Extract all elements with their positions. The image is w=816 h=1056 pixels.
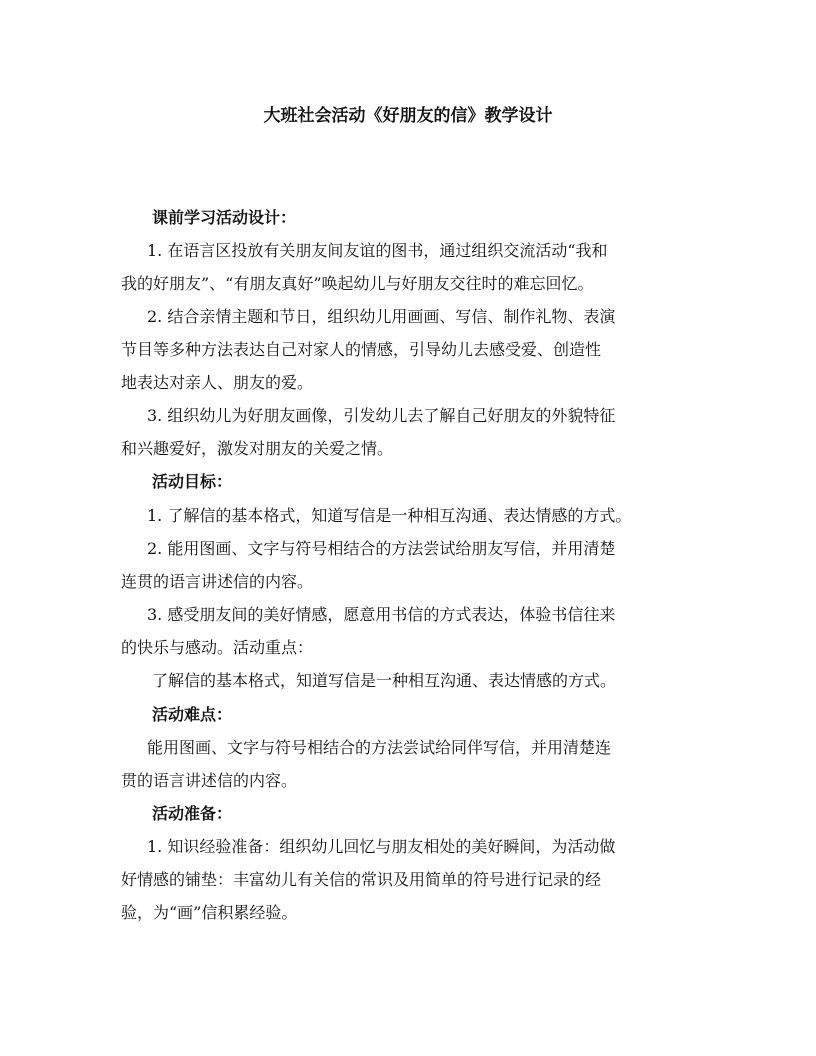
paragraph-line: 地表达对亲人、朋友的爱。 bbox=[121, 373, 314, 392]
paragraph-line: 3. 组织幼儿为好朋友画像，引发幼儿去了解自己好朋友的外貌特征 bbox=[147, 406, 616, 425]
paragraph-line: 验，为“画”信积累经验。 bbox=[121, 903, 298, 922]
paragraph-line: 能用图画、文字与符号相结合的方法尝试给同伴写信，并用清楚连 bbox=[147, 738, 612, 757]
paragraph-line: 了解信的基本格式，知道写信是一种相互沟通、表达情感的方式。 bbox=[152, 671, 617, 690]
paragraph-line: 贯的语言讲述信的内容。 bbox=[121, 771, 298, 790]
paragraph-line: 2. 能用图画、文字与符号相结合的方法尝试给朋友写信，并用清楚 bbox=[147, 539, 616, 558]
section-heading-preparation: 活动准备： bbox=[152, 804, 233, 823]
paragraph-line: 2. 结合亲情主题和节日，组织幼儿用画画、写信、制作礼物、表演 bbox=[147, 307, 616, 326]
paragraph-line: 好情感的铺垫：丰富幼儿有关信的常识及用简单的符号进行记录的经 bbox=[121, 870, 602, 889]
section-heading-pre-class: 课前学习活动设计： bbox=[152, 208, 297, 227]
section-heading-difficulty: 活动难点： bbox=[152, 705, 233, 724]
document-title: 大班社会活动《好朋友的信》教学设计 bbox=[263, 106, 553, 126]
section-heading-goals: 活动目标： bbox=[152, 472, 233, 491]
paragraph-line: 1. 了解信的基本格式，知道写信是一种相互沟通、表达情感的方式。 bbox=[147, 506, 632, 525]
paragraph-line: 的快乐与感动。活动重点： bbox=[121, 638, 314, 657]
paragraph-line: 我的好朋友”、“有朋友真好”唤起幼儿与好朋友交往时的难忘回忆。 bbox=[121, 274, 594, 293]
paragraph-line: 节目等多种方法表达自己对家人的情感，引导幼儿去感受爱、创造性 bbox=[121, 340, 602, 359]
paragraph-line: 1. 在语言区投放有关朋友间友谊的图书，通过组织交流活动“我和 bbox=[147, 241, 608, 260]
paragraph-line: 和兴趣爱好，激发对朋友的关爱之情。 bbox=[121, 439, 394, 458]
paragraph-line: 3. 感受朋友间的美好情感，愿意用书信的方式表达，体验书信往来 bbox=[147, 605, 616, 624]
paragraph-line: 1. 知识经验准备：组织幼儿回忆与朋友相处的美好瞬间，为活动做 bbox=[147, 837, 616, 856]
paragraph-line: 连贯的语言讲述信的内容。 bbox=[121, 572, 314, 591]
